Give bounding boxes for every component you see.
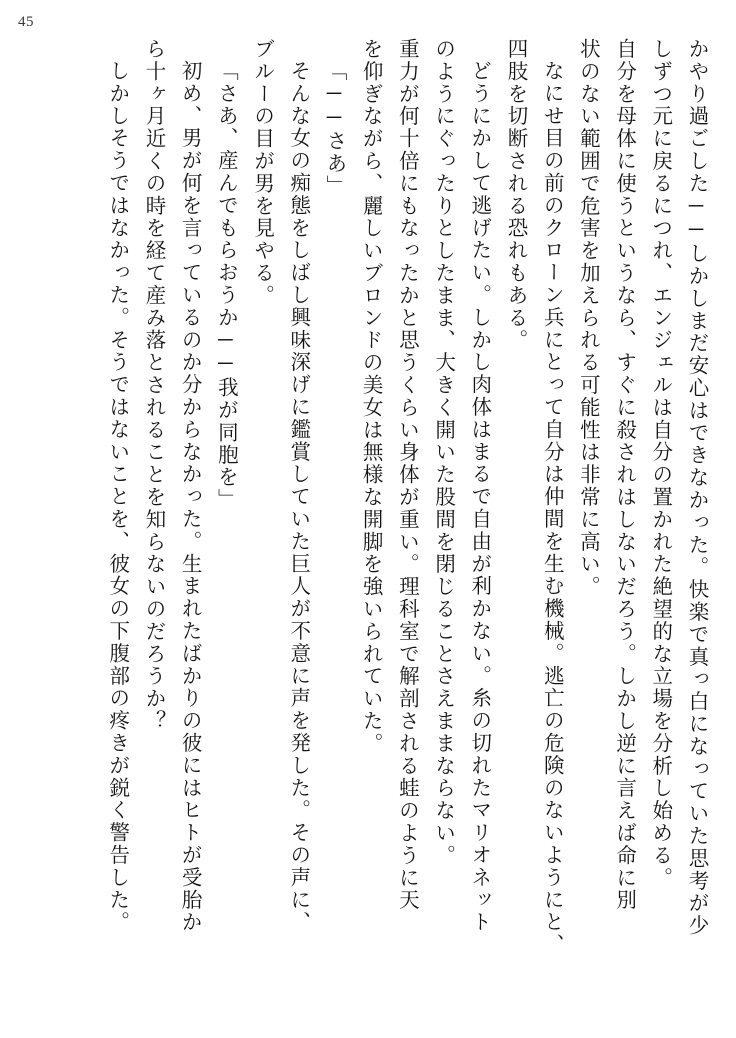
- page-number: 45: [18, 14, 34, 30]
- text-line: しかしそうではなかった。そうではないことを、彼女の下腹部の疼きが鋭く警告した。: [105, 60, 128, 934]
- text-line: 初め、男が何を言っているのか分からなかった。生まれたばかりの彼にはヒトが受胎か: [178, 60, 201, 934]
- text-line: 「──さあ」: [322, 60, 345, 198]
- text-line: なにせ目の前のクローン兵にとって自分は仲間を生む機械。逃亡の危険のないようにと、: [540, 60, 563, 956]
- text-line: 重力が何十倍にもなったかと思うくらい身体が重い。理科室で解剖される蛙のように天: [395, 38, 418, 912]
- text-line: 「さあ、産んでもらおうか──我が同胞を」: [214, 60, 237, 511]
- text-line: のようにぐったりとしたまま、大きく開いた股間を閉じることさえままならない。: [431, 38, 454, 867]
- text-line: どうにかして逃げたい。しかし肉体はまるで自由が利かない。糸の切れたマリオネット: [467, 60, 490, 934]
- text-line: ブルーの目が男を見やる。: [250, 38, 273, 307]
- vertical-text-body: [58, 38, 714, 1004]
- text-line: そんな女の痴態をしばし興味深げに鑑賞していた巨人が不意に声を発した。その声に、: [286, 60, 309, 934]
- text-line: かやり過ごした──しかしまだ安心はできなかった。快楽で真っ白になっていた思考が少: [685, 38, 707, 937]
- text-line: ら十ヶ月近くの時を経て産み落とされることを知らないのだろうか？: [141, 38, 164, 733]
- text-line: を仰ぎながら、麗しいブロンドの美女は無様な開脚を強いられていた。: [359, 38, 382, 755]
- text-line: 自分を母体に使うというなら、すぐに殺されはしないだろう。しかし逆に言えば命に別: [612, 38, 635, 912]
- text-line: 四肢を切断される恐れもある。: [503, 38, 526, 352]
- text-line: しずつ元に戻るにつれ、エンジェルは自分の置かれた絶望的な立場を分析し始める。: [648, 38, 671, 890]
- text-line: 状のない範囲で危害を加えられる可能性は非常に高い。: [576, 38, 599, 598]
